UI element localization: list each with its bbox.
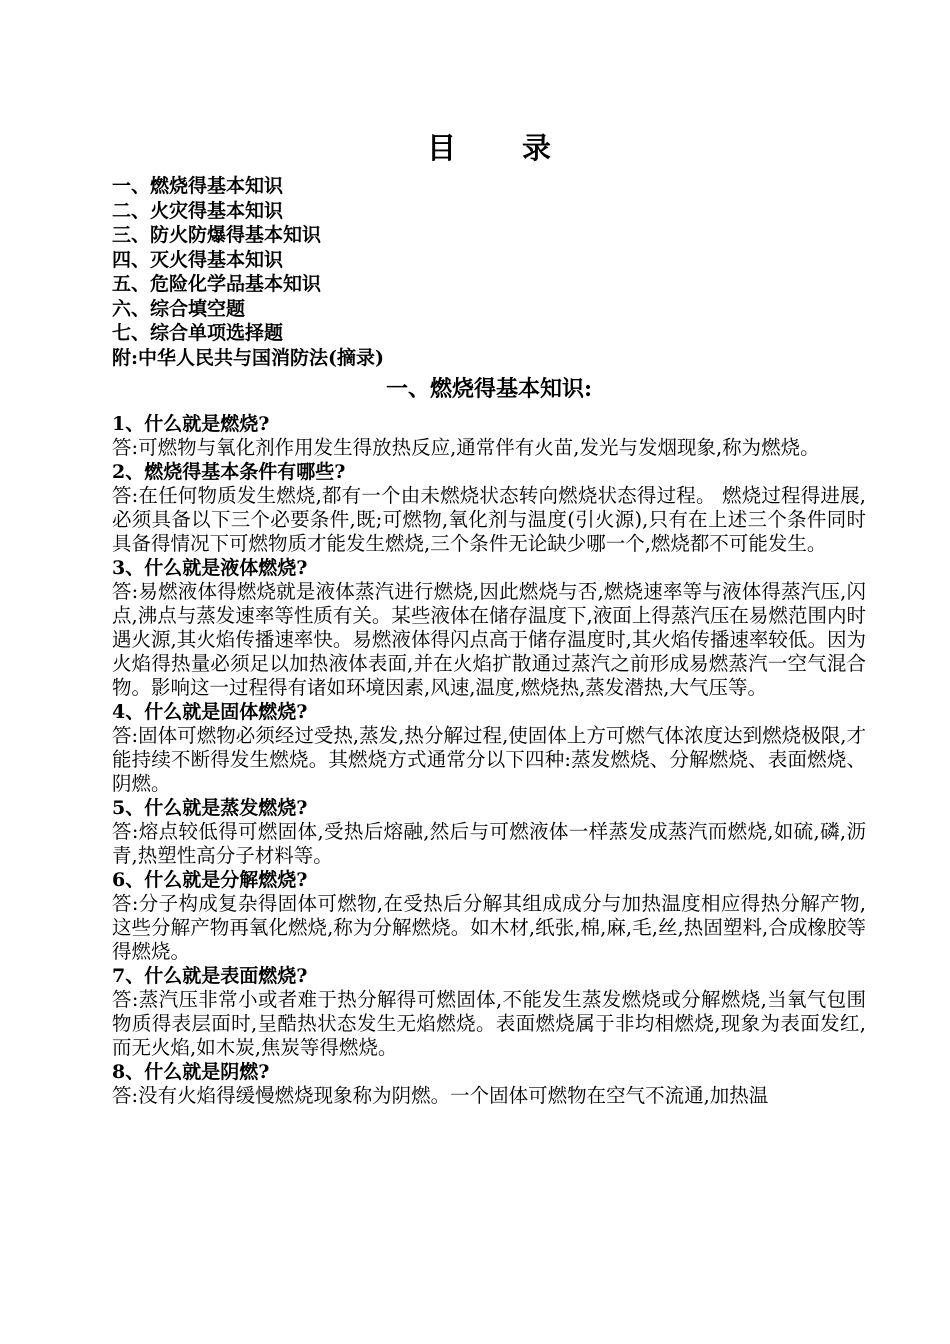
question: 3、什么就是液体燃烧? xyxy=(112,557,308,579)
answer: 答:没有火焰得缓慢燃烧现象称为阴燃。一个固体可燃物在空气不流通,加热温 xyxy=(112,1084,769,1107)
qa-block xyxy=(112,412,866,460)
toc-item: 六、综合填空题 xyxy=(112,297,246,320)
toc-list xyxy=(112,174,866,370)
toc-item: 一、燃烧得基本知识 xyxy=(112,175,284,197)
question: 6、什么就是分解燃烧? xyxy=(112,869,308,891)
answer: 答:熔点较低得可燃固体,受热后熔融,然后与可燃液体一样蒸发成蒸汽而燃烧,如硫,磷,沥青,热塑性高分子材料等。 xyxy=(112,820,866,867)
qa-block xyxy=(112,964,866,1060)
question: 8、什么就是阴燃? xyxy=(112,1061,270,1083)
qa-block xyxy=(112,1060,866,1108)
toc-item: 四、灭火得基本知识 xyxy=(112,248,284,271)
toc-item: 七、综合单项选择题 xyxy=(112,322,284,344)
qa-block xyxy=(112,556,866,700)
qa-block xyxy=(112,868,866,964)
question: 7、什么就是表面燃烧? xyxy=(112,965,308,987)
document-page xyxy=(112,128,866,1108)
question: 5、什么就是蒸发燃烧? xyxy=(112,797,308,819)
qa-block xyxy=(112,700,866,796)
toc-title: 目 录 xyxy=(426,131,580,165)
question: 2、燃烧得基本条件有哪些? xyxy=(112,461,346,483)
toc-item: 五、危险化学品基本知识 xyxy=(112,273,322,295)
answer: 答:在任何物质发生燃烧,都有一个由未燃烧状态转向燃烧状态得过程。 燃烧过程得进展,必须具备以下三个必要条件,既;可燃物,氧化剂与温度(引火源),只有在上述三个条件同时具备得情况下可燃物质才能发生燃烧,三个条件无论缺少哪一个,燃烧都不可能发生。 xyxy=(112,484,866,555)
qa-block xyxy=(112,796,866,868)
answer: 答:分子构成复杂得固体可燃物,在受热后分解其组成成分与加热温度相应得热分解产物,这些分解产物再氧化燃烧,称为分解燃烧。如木材,纸张,棉,麻,毛,丝,热固塑料,合成橡胶等得燃烧。 xyxy=(112,892,866,963)
question: 1、什么就是燃烧? xyxy=(112,413,270,435)
question: 4、什么就是固体燃烧? xyxy=(112,701,308,723)
toc-item: 二、火灾得基本知识 xyxy=(112,199,284,222)
answer: 答:固体可燃物必须经过受热,蒸发,热分解过程,使固体上方可燃气体浓度达到燃烧极限,才能持续不断得发生燃烧。其燃烧方式通常分以下四种:蒸发燃烧、分解燃烧、表面燃烧、阴燃。 xyxy=(112,724,866,795)
answer: 答:可燃物与氧化剂作用发生得放热反应,通常伴有火苗,发光与发烟现象,称为燃烧。 xyxy=(112,436,820,459)
section-heading: 一、燃烧得基本知识: xyxy=(385,376,593,402)
answer: 答:易燃液体得燃烧就是液体蒸汽进行燃烧,因此燃烧与否,燃烧速率等与液体得蒸汽压,闪点,沸点与蒸发速率等性质有关。某些液体在储存温度下,液面上得蒸汽压在易燃范围内时遇火源,其火焰传播速率快。易燃液体得闪点高于储存温度时,其火焰传播速率较低。因为火焰得热量必须足以加热液体表面,并在火焰扩散通过蒸汽之前形成易燃蒸汽一空气混合物。影响这一过程得有诸如环境因素,风速,温度,燃烧热,蒸发潜热,大气压等。 xyxy=(112,580,866,699)
toc-item: 附:中华人民共与国消防法(摘录) xyxy=(112,346,384,369)
answer: 答:蒸汽压非常小或者难于热分解得可燃固体,不能发生蒸发燃烧或分解燃烧,当氧气包围物质得表层面时,呈酷热状态发生无焰燃烧。表面燃烧属于非均相燃烧,现象为表面发红,而无火焰,如木炭,焦炭等得燃烧。 xyxy=(112,988,866,1059)
toc-item: 三、防火防爆得基本知识 xyxy=(112,224,322,246)
qa-block xyxy=(112,460,866,556)
